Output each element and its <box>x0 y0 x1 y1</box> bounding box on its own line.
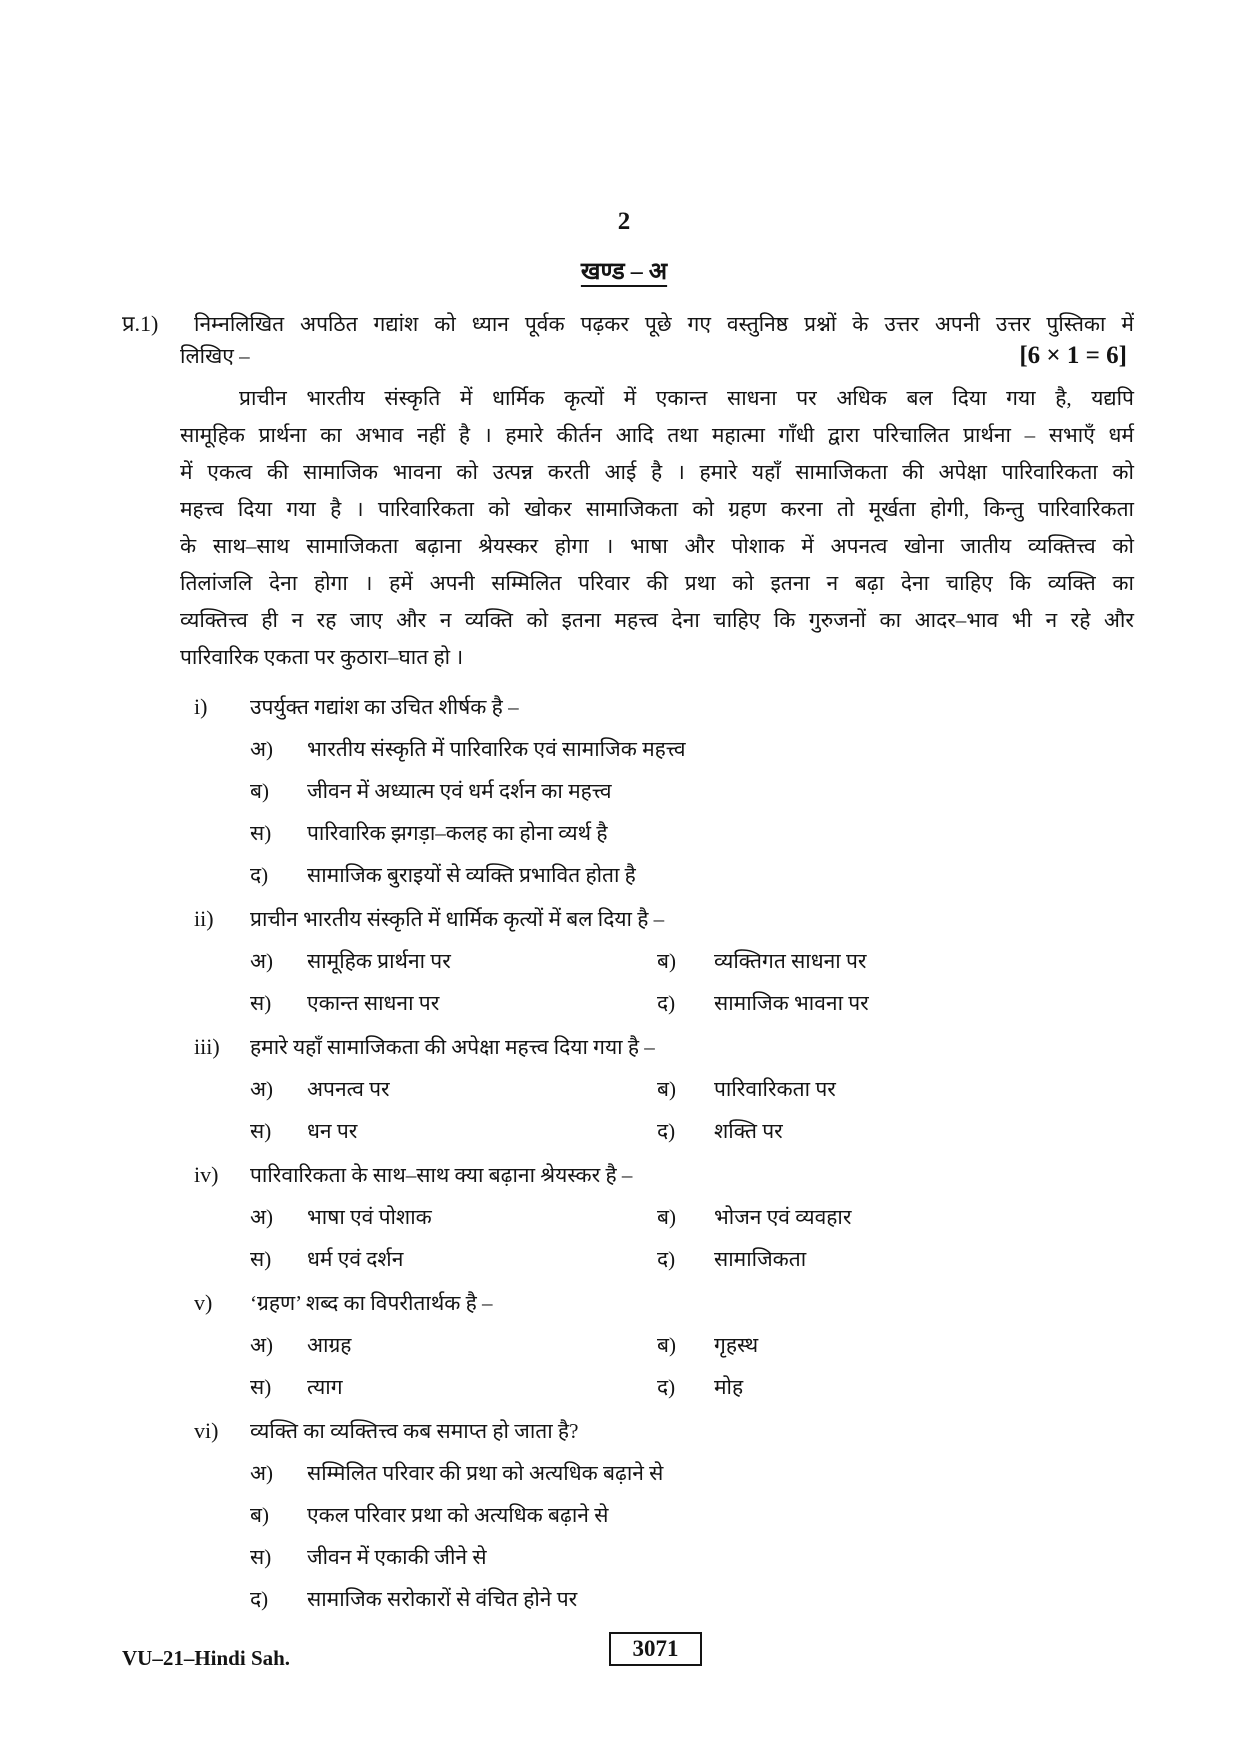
question-number: प्र.1) <box>122 311 159 336</box>
option-text: एकल परिवार प्रथा को अत्यधिक बढ़ाने से <box>307 1503 609 1527</box>
sub-question-text: व्यक्ति का व्यक्तित्त्व कब समाप्त हो जाता है? <box>250 1419 579 1443</box>
option-text: पारिवारिक झगड़ा–कलह का होना व्यर्थ है <box>307 821 608 845</box>
answer-option <box>657 982 1134 1024</box>
passage-line: सामूहिक प्रार्थना का अभाव नहीं है । हमारे कीर्तन आदि तथा महात्मा गाँधी द्वारा परिचालित प्रार्थना – सभाएँ धर्म <box>180 423 1134 447</box>
answer-option <box>250 982 657 1024</box>
sub-question <box>194 1410 1134 1620</box>
options-list <box>250 940 1134 1024</box>
passage-line: महत्त्व दिया गया है । पारिवारिकता को खोकर सामाजिकता को ग्रहण करना तो मूर्खता होगी, किन्तु पारिवारिकता <box>180 497 1134 521</box>
option-label: अ) <box>250 737 274 761</box>
option-text: एकान्त साधना पर <box>307 991 440 1015</box>
options-list <box>250 1324 1134 1408</box>
answer-option <box>657 1238 1134 1280</box>
footer-paper-code: VU–21–Hindi Sah. <box>122 1646 291 1670</box>
answer-option <box>657 940 1134 982</box>
sub-question-text: पारिवारिकता के साथ–साथ क्या बढ़ाना श्रेयस्कर है – <box>250 1163 633 1187</box>
answer-option <box>250 1578 1134 1620</box>
page-number: 2 <box>617 208 631 235</box>
sub-question-number: iv) <box>194 1162 219 1187</box>
option-text: भाषा एवं पोशाक <box>307 1205 432 1229</box>
option-label: द) <box>657 991 676 1015</box>
answer-option <box>250 1366 657 1408</box>
option-label: स) <box>250 821 272 845</box>
option-label: स) <box>250 1375 272 1399</box>
option-label: स) <box>250 991 272 1015</box>
option-text: गृहस्थ <box>714 1333 759 1357</box>
option-label: ब) <box>657 949 676 973</box>
option-text: आग्रह <box>307 1333 352 1357</box>
option-label: ब) <box>657 1333 676 1357</box>
option-text: सामूहिक प्रार्थना पर <box>307 949 451 973</box>
answer-option <box>250 854 1134 896</box>
option-label: द) <box>250 863 269 887</box>
option-text: भोजन एवं व्यवहार <box>714 1205 852 1229</box>
options-list <box>250 1452 1134 1620</box>
sub-question <box>194 686 1134 896</box>
answer-option <box>250 1494 1134 1536</box>
sub-question-text: ‘ग्रहण’ शब्द का विपरीतार्थक है – <box>250 1291 493 1315</box>
option-text: धन पर <box>307 1119 358 1143</box>
answer-option <box>250 1238 657 1280</box>
option-text: भारतीय संस्कृति में पारिवारिक एवं सामाजिक महत्त्व <box>307 737 686 761</box>
answer-option <box>657 1110 1134 1152</box>
option-text: जीवन में अध्यात्म एवं धर्म दर्शन का महत्त्व <box>307 779 612 803</box>
option-text: सामाजिक भावना पर <box>714 991 869 1015</box>
option-label: द) <box>657 1375 676 1399</box>
sub-question-text: हमारे यहाँ सामाजिकता की अपेक्षा महत्त्व दिया गया है – <box>250 1035 655 1059</box>
answer-option <box>250 1110 657 1152</box>
option-label: द) <box>657 1119 676 1143</box>
option-label: अ) <box>250 1205 274 1229</box>
option-label: ब) <box>250 779 269 803</box>
passage-line: व्यक्तित्त्व ही न रह जाए और न व्यक्ति को इतना महत्त्व देना चाहिए कि गुरुजनों का आदर–भाव भी न रहे और <box>180 608 1134 632</box>
sub-question-text: प्राचीन भारतीय संस्कृति में धार्मिक कृत्यों में बल दिया है – <box>250 907 665 931</box>
sub-question-number: vi) <box>194 1418 219 1443</box>
option-text: सामाजिकता <box>714 1247 807 1271</box>
passage-line: के साथ–साथ सामाजिकता बढ़ाना श्रेयस्कर होगा । भाषा और पोशाक में अपनत्व खोना जातीय व्यक्तित्त्व को <box>180 534 1134 558</box>
option-text: धर्म एवं दर्शन <box>307 1247 404 1271</box>
option-text: जीवन में एकाकी जीने से <box>307 1545 487 1569</box>
option-label: अ) <box>250 949 274 973</box>
answer-option <box>250 728 1134 770</box>
option-label: स) <box>250 1119 272 1143</box>
option-text: अपनत्व पर <box>307 1077 390 1101</box>
answer-option <box>250 1196 657 1238</box>
answer-option <box>250 770 1134 812</box>
sub-question-number: v) <box>194 1290 213 1315</box>
sub-question-number: iii) <box>194 1034 220 1059</box>
question-instruction-end: लिखिए – <box>180 344 250 368</box>
passage <box>180 380 1134 676</box>
option-label: स) <box>250 1545 272 1569</box>
option-text: त्याग <box>307 1375 343 1399</box>
marks-allocation: [6 × 1 = 6] <box>1019 342 1127 369</box>
option-label: ब) <box>657 1205 676 1229</box>
answer-option <box>250 1536 1134 1578</box>
option-label: अ) <box>250 1333 274 1357</box>
paper-number-box: 3071 <box>609 1632 702 1666</box>
answer-option <box>250 812 1134 854</box>
question-1 <box>122 308 1134 1620</box>
option-text: मोह <box>714 1375 744 1399</box>
sub-question <box>194 1154 1134 1280</box>
option-text: पारिवारिकता पर <box>714 1077 836 1101</box>
answer-option <box>657 1196 1134 1238</box>
option-label: अ) <box>250 1077 274 1101</box>
answer-option <box>250 940 657 982</box>
sub-questions <box>194 686 1134 1620</box>
option-label: द) <box>250 1587 269 1611</box>
sub-question-number: i) <box>194 694 208 719</box>
sub-question <box>194 1282 1134 1408</box>
sub-question-text: उपर्युक्त गद्यांश का उचित शीर्षक है – <box>250 695 519 719</box>
option-text: सामाजिक बुराइयों से व्यक्ति प्रभावित होता है <box>307 863 636 887</box>
answer-option <box>250 1068 657 1110</box>
sub-question <box>194 898 1134 1024</box>
passage-line: तिलांजलि देना होगा । हमें अपनी सम्मिलित परिवार की प्रथा को इतना न बढ़ा देना चाहिए कि व्यक्ति का <box>180 571 1134 595</box>
option-label: स) <box>250 1247 272 1271</box>
section-title: खण्ड – अ <box>580 259 668 285</box>
question-instruction: निम्नलिखित अपठित गद्यांश को ध्यान पूर्वक पढ़कर पूछे गए वस्तुनिष्ठ प्रश्नों के उत्तर अपनी उत्तर पुस्तिका में <box>194 312 1134 336</box>
sub-question-number: ii) <box>194 906 214 931</box>
answer-option <box>250 1452 1134 1494</box>
option-label: ब) <box>657 1077 676 1101</box>
options-list <box>250 1196 1134 1280</box>
answer-option <box>250 1324 657 1366</box>
option-text: शक्ति पर <box>714 1119 783 1143</box>
option-label: ब) <box>250 1503 269 1527</box>
passage-line: में एकत्व की सामाजिक भावना को उत्पन्न करती आई है । हमारे यहाँ सामाजिकता की अपेक्षा पारिवारिकता को <box>180 460 1134 484</box>
option-label: द) <box>657 1247 676 1271</box>
option-text: व्यक्तिगत साधना पर <box>714 949 867 973</box>
answer-option <box>657 1366 1134 1408</box>
options-list <box>250 1068 1134 1152</box>
answer-option <box>657 1324 1134 1366</box>
option-text: सम्मिलित परिवार की प्रथा को अत्यधिक बढ़ाने से <box>307 1461 664 1485</box>
question-header <box>122 308 1134 340</box>
passage-line: प्राचीन भारतीय संस्कृति में धार्मिक कृत्यों में एकान्त साधना पर अधिक बल दिया गया है, यद्यपि <box>239 386 1134 410</box>
option-label: अ) <box>250 1461 274 1485</box>
passage-line: पारिवारिक एकता पर कुठारा–घात हो । <box>180 645 464 669</box>
option-text: सामाजिक सरोकारों से वंचित होने पर <box>307 1587 578 1611</box>
options-list <box>250 728 1134 896</box>
sub-question <box>194 1026 1134 1152</box>
answer-option <box>657 1068 1134 1110</box>
question-instruction-continued <box>180 340 1134 372</box>
